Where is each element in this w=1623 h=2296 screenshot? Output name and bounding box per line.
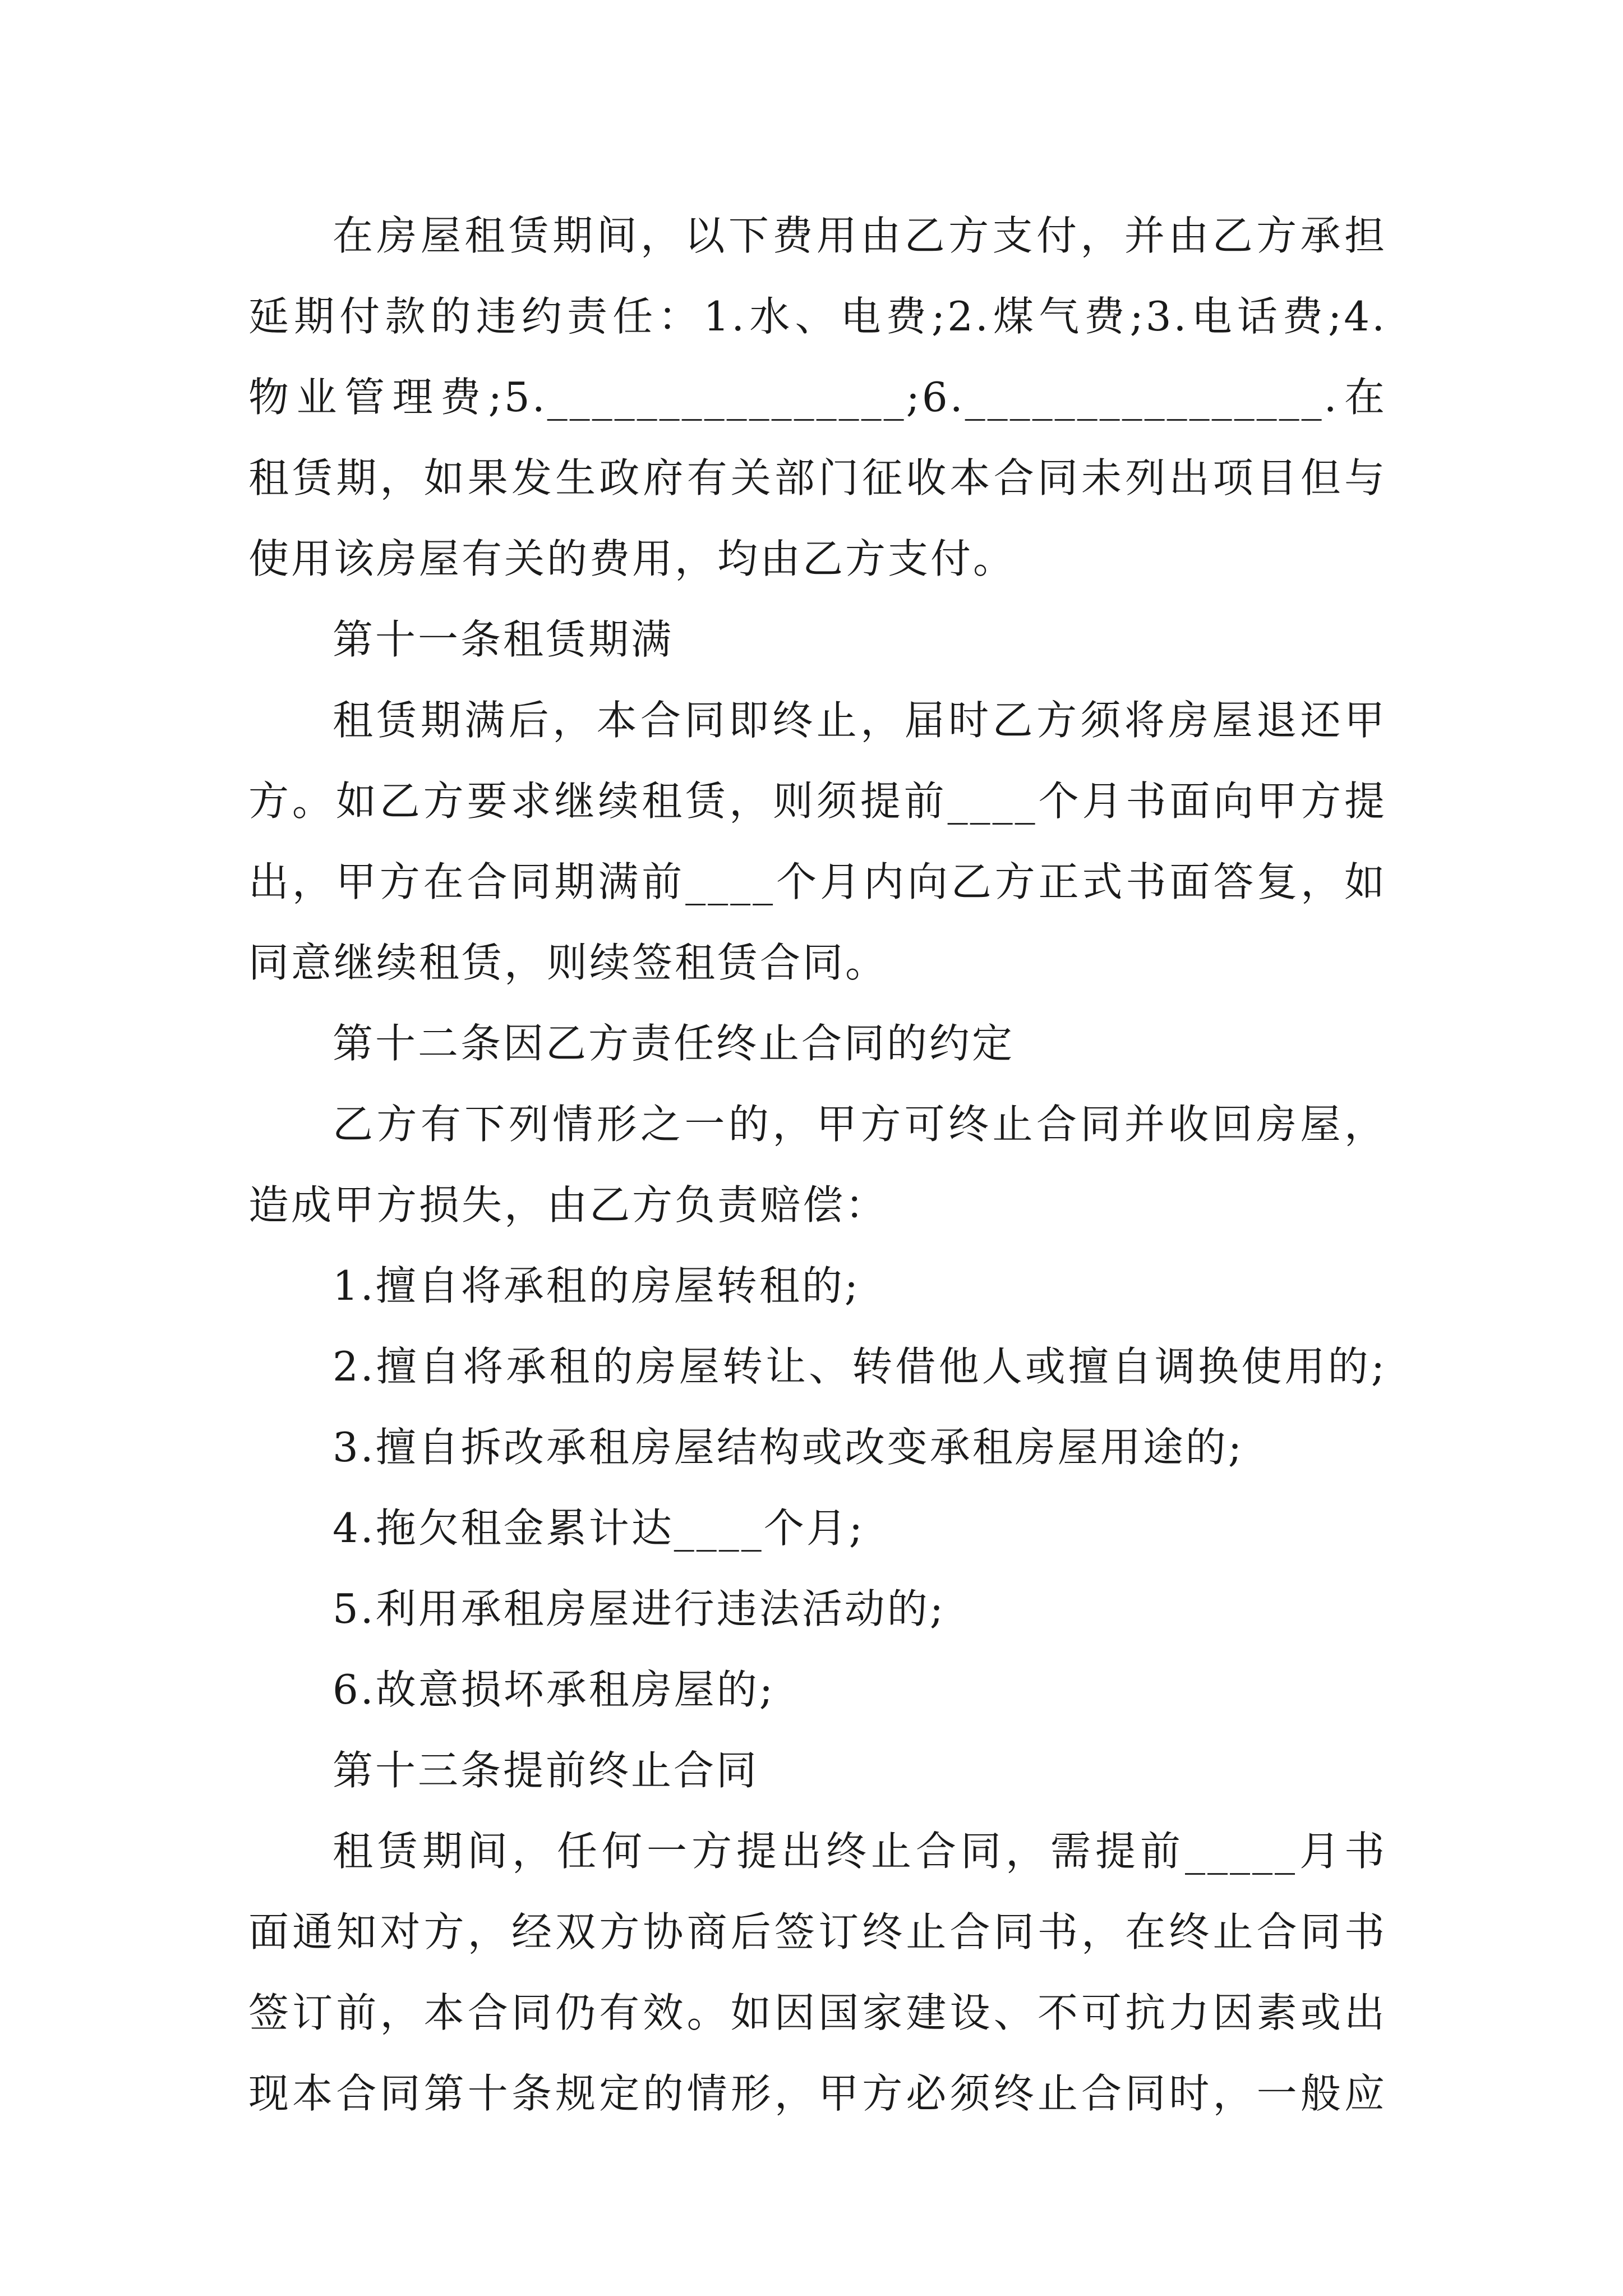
text-line: 方。如乙方要求继续租赁，则须提前____个月书面向甲方提 <box>248 777 1387 825</box>
text-line: 4.拖欠租金累计达____个月; <box>333 1504 865 1552</box>
text-line: 造成甲方损失，由乙方负责赔偿： <box>248 1181 888 1228</box>
document-body <box>248 195 1387 2134</box>
text-line: 租赁期，如果发生政府有关部门征收本合同未列出项目但与 <box>248 454 1387 501</box>
text-line: 延期付款的违约责任：1.水、电费;2.煤气费;3.电话费;4. <box>248 293 1387 340</box>
text-line: 6.故意损坏承租房屋的; <box>333 1666 775 1713</box>
text-line: 物业管理费;5.________________;6.________________.在 <box>248 374 1387 421</box>
text-line: 3.擅自拆改承租房屋结构或改变承租房屋用途的; <box>333 1424 1244 1471</box>
text-line: 2.擅自将承租的房屋转让、转借他人或擅自调换使用的; <box>333 1343 1387 1390</box>
text-line: 在房屋租赁期间，以下费用由乙方支付，并由乙方承担 <box>333 212 1387 259</box>
text-line: 租赁期间，任何一方提出终止合同，需提前_____月书 <box>333 1828 1387 1875</box>
text-line: 同意继续租赁，则续签租赁合同。 <box>248 939 888 986</box>
text-line: 面通知对方，经双方协商后签订终止合同书，在终止合同书 <box>248 1908 1387 1955</box>
text-line: 出，甲方在合同期满前____个月内向乙方正式书面答复，如 <box>248 858 1387 905</box>
text-line: 1.擅自将承租的房屋转租的; <box>333 1262 860 1309</box>
text-line: 第十二条因乙方责任终止合同的约定 <box>333 1020 1015 1067</box>
text-line: 第十一条租赁期满 <box>333 616 674 663</box>
text-line: 现本合同第十条规定的情形，甲方必须终止合同时，一般应 <box>248 2070 1387 2117</box>
text-line: 租赁期满后，本合同即终止，届时乙方须将房屋退还甲 <box>333 697 1387 744</box>
text-line: 使用该房屋有关的费用，均由乙方支付。 <box>248 535 1016 582</box>
text-line: 签订前，本合同仍有效。如因国家建设、不可抗力因素或出 <box>248 1989 1387 2036</box>
text-line: 5.利用承租房屋进行违法活动的; <box>333 1585 946 1632</box>
text-line: 乙方有下列情形之一的，甲方可终止合同并收回房屋， <box>333 1101 1387 1148</box>
text-line: 第十三条提前终止合同 <box>333 1747 759 1794</box>
